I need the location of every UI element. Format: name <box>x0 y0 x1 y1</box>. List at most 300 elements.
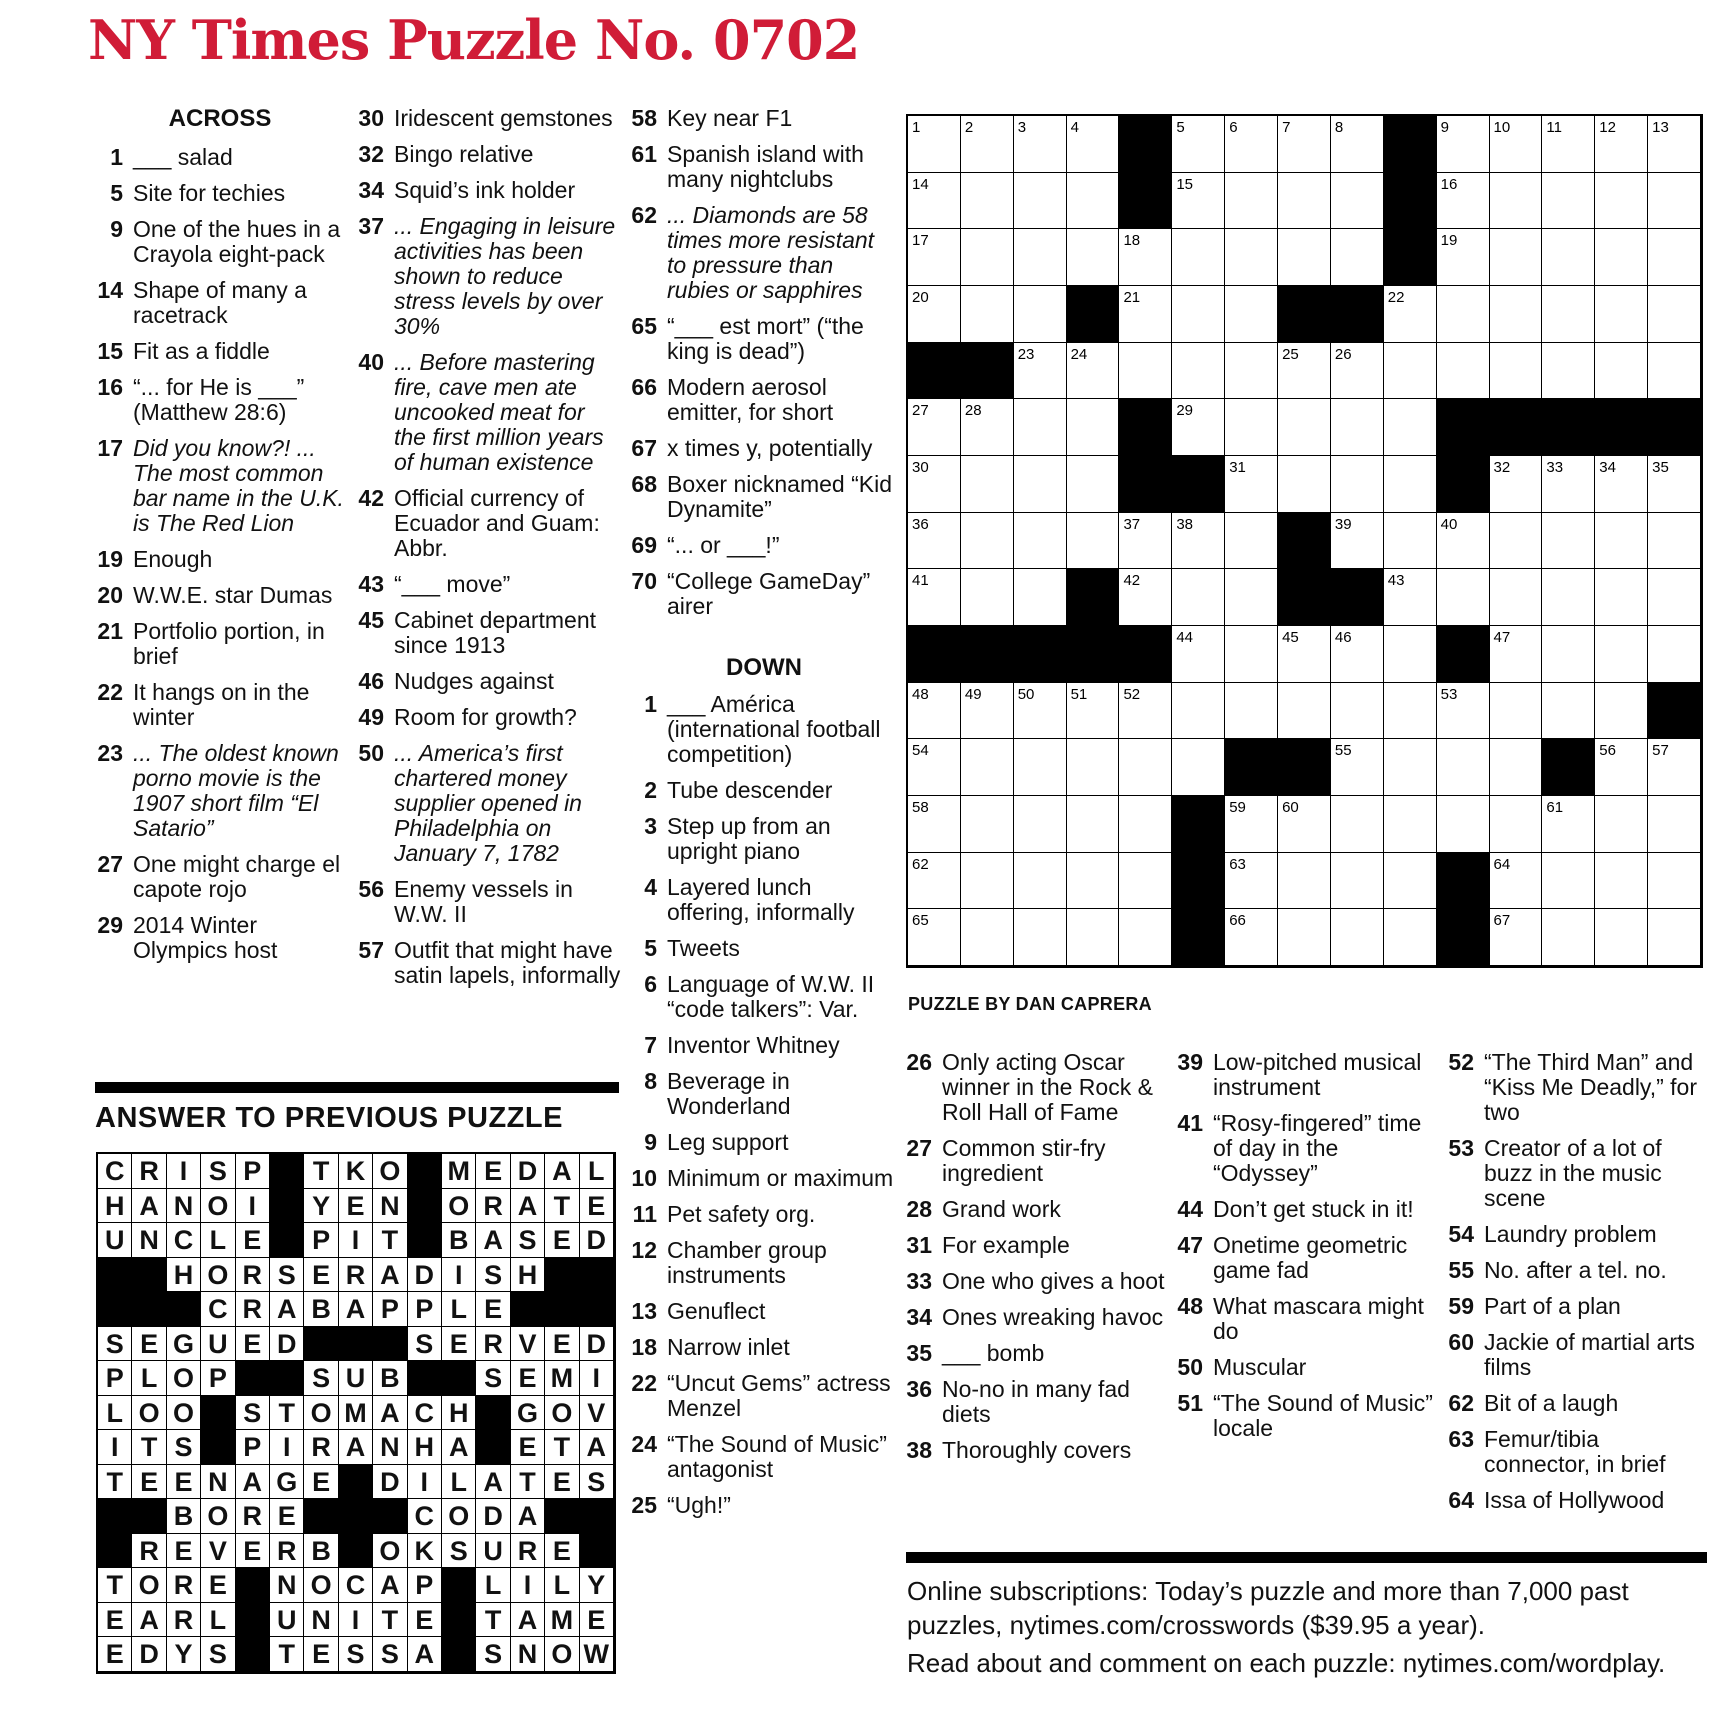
across-clue-19[interactable] <box>95 547 345 572</box>
grid-cell[interactable] <box>1067 399 1120 456</box>
grid-cell[interactable]: 9 <box>1437 116 1490 173</box>
clue-text: “College GameDay” airer <box>667 568 871 619</box>
grid-cell[interactable]: 28 <box>961 399 1014 456</box>
grid-cell[interactable]: 62 <box>908 853 961 910</box>
grid-cell[interactable] <box>1490 569 1543 626</box>
down-clue-55[interactable] <box>1446 1258 1708 1283</box>
across-clue-57[interactable] <box>356 938 621 988</box>
down-clue-60[interactable] <box>1446 1330 1708 1380</box>
grid-cell[interactable] <box>961 853 1014 910</box>
grid-cell[interactable] <box>1067 796 1120 853</box>
grid-cell[interactable] <box>1595 796 1648 853</box>
grid-cell[interactable] <box>1384 683 1437 740</box>
grid-cell[interactable]: 57 <box>1648 739 1701 796</box>
grid-cell[interactable] <box>1595 343 1648 400</box>
grid-cell[interactable]: 17 <box>908 229 961 286</box>
grid-cell[interactable] <box>1384 456 1437 513</box>
grid-cell[interactable] <box>1490 739 1543 796</box>
grid-cell[interactable] <box>1595 683 1648 740</box>
grid-cell[interactable] <box>1542 286 1595 343</box>
down-clue-22[interactable] <box>629 1371 899 1421</box>
grid-cell[interactable] <box>1225 229 1278 286</box>
down-clue-53[interactable] <box>1446 1136 1708 1211</box>
grid-cell[interactable]: 3 <box>1014 116 1067 173</box>
grid-cell[interactable]: 42 <box>1119 569 1172 626</box>
across-clue-58[interactable] <box>629 106 899 131</box>
answer-block <box>408 1189 442 1224</box>
grid-cell[interactable] <box>1542 569 1595 626</box>
grid-cell[interactable] <box>1437 343 1490 400</box>
across-clue-1[interactable] <box>95 145 345 170</box>
across-clue-69[interactable] <box>629 533 899 558</box>
clue-number: 15 <box>97 338 123 364</box>
grid-cell[interactable] <box>1490 513 1543 570</box>
grid-cell[interactable] <box>1225 399 1278 456</box>
grid-cell[interactable] <box>1331 399 1384 456</box>
grid-cell[interactable] <box>1225 173 1278 230</box>
down-clue-4[interactable] <box>629 875 899 925</box>
grid-cell[interactable] <box>1225 626 1278 683</box>
grid-cell[interactable] <box>1384 626 1437 683</box>
grid-cell[interactable]: 41 <box>908 569 961 626</box>
grid-cell[interactable] <box>1172 229 1225 286</box>
grid-cell[interactable]: 61 <box>1542 796 1595 853</box>
grid-cell[interactable]: 20 <box>908 286 961 343</box>
down-clue-25[interactable] <box>629 1493 899 1518</box>
answer-cell: T <box>304 1154 338 1189</box>
across-clue-15[interactable] <box>95 339 345 364</box>
across-clue-32[interactable] <box>356 142 621 167</box>
grid-cell[interactable] <box>1490 286 1543 343</box>
grid-cell[interactable] <box>1490 683 1543 740</box>
grid-cell[interactable]: 22 <box>1384 286 1437 343</box>
grid-cell[interactable] <box>1437 569 1490 626</box>
grid-cell[interactable] <box>1172 739 1225 796</box>
grid-cell[interactable] <box>1648 569 1701 626</box>
answer-block <box>373 1499 407 1534</box>
grid-cell[interactable]: 44 <box>1172 626 1225 683</box>
grid-cell[interactable] <box>1331 853 1384 910</box>
grid-cell[interactable] <box>1067 739 1120 796</box>
across-clue-21[interactable] <box>95 619 345 669</box>
down-clue-33[interactable] <box>904 1269 1169 1294</box>
grid-cell[interactable] <box>1648 173 1701 230</box>
grid-cell[interactable]: 51 <box>1067 683 1120 740</box>
grid-cell[interactable] <box>1648 343 1701 400</box>
grid-cell[interactable] <box>1014 569 1067 626</box>
down-clue-18[interactable] <box>629 1335 899 1360</box>
grid-cell[interactable]: 34 <box>1595 456 1648 513</box>
grid-cell[interactable]: 8 <box>1331 116 1384 173</box>
across-clue-70[interactable] <box>629 569 899 619</box>
down-clue-36[interactable] <box>904 1377 1169 1427</box>
down-clue-54[interactable] <box>1446 1222 1708 1247</box>
answer-block <box>408 1154 442 1189</box>
across-clue-22[interactable] <box>95 680 345 730</box>
grid-cell[interactable] <box>1437 739 1490 796</box>
grid-block <box>908 626 961 683</box>
answer-cell: U <box>339 1361 373 1396</box>
grid-cell[interactable] <box>1648 796 1701 853</box>
down-clue-3[interactable] <box>629 814 899 864</box>
grid-cell[interactable]: 45 <box>1278 626 1331 683</box>
grid-cell[interactable] <box>1172 683 1225 740</box>
grid-cell[interactable]: 46 <box>1331 626 1384 683</box>
grid-cell[interactable] <box>1119 853 1172 910</box>
down-clue-44[interactable] <box>1175 1197 1437 1222</box>
down-clue-34[interactable] <box>904 1305 1169 1330</box>
grid-cell[interactable] <box>1542 626 1595 683</box>
across-clue-61[interactable] <box>629 142 899 192</box>
grid-cell[interactable]: 33 <box>1542 456 1595 513</box>
grid-cell[interactable] <box>1067 173 1120 230</box>
grid-cell[interactable]: 10 <box>1490 116 1543 173</box>
across-clue-9[interactable] <box>95 217 345 267</box>
grid-cell[interactable]: 60 <box>1278 796 1331 853</box>
grid-cell[interactable]: 48 <box>908 683 961 740</box>
grid-cell[interactable] <box>1542 683 1595 740</box>
grid-cell[interactable] <box>1542 229 1595 286</box>
grid-cell[interactable] <box>1014 286 1067 343</box>
grid-cell[interactable]: 21 <box>1119 286 1172 343</box>
grid-cell[interactable] <box>1595 513 1648 570</box>
down-clue-50[interactable] <box>1175 1355 1437 1380</box>
grid-cell[interactable]: 27 <box>908 399 961 456</box>
grid-cell[interactable]: 67 <box>1490 909 1543 966</box>
answer-cell: N <box>167 1189 201 1224</box>
across-clue-65[interactable] <box>629 314 899 364</box>
grid-cell[interactable] <box>1014 229 1067 286</box>
across-clue-43[interactable] <box>356 572 621 597</box>
grid-cell[interactable]: 1 <box>908 116 961 173</box>
grid-cell[interactable] <box>1542 513 1595 570</box>
grid-block <box>1119 399 1172 456</box>
grid-cell[interactable] <box>1542 909 1595 966</box>
grid-cell[interactable] <box>1119 739 1172 796</box>
clue-text: ___ bomb <box>942 1340 1045 1366</box>
grid-block <box>1119 116 1172 173</box>
across-clue-20[interactable] <box>95 583 345 608</box>
clue-number: 13 <box>631 1298 657 1324</box>
clue-number: 58 <box>631 105 657 131</box>
down-clue-64[interactable] <box>1446 1488 1708 1513</box>
grid-cell[interactable]: 65 <box>908 909 961 966</box>
down-clue-39[interactable] <box>1175 1050 1437 1100</box>
grid-cell[interactable]: 7 <box>1278 116 1331 173</box>
across-clue-23[interactable] <box>95 741 345 841</box>
down-clue-59[interactable] <box>1446 1294 1708 1319</box>
grid-cell[interactable] <box>1542 173 1595 230</box>
grid-cell[interactable] <box>1542 343 1595 400</box>
grid-cell[interactable] <box>1437 796 1490 853</box>
grid-cell[interactable] <box>961 286 1014 343</box>
grid-cell[interactable] <box>1384 399 1437 456</box>
across-clue-56[interactable] <box>356 877 621 927</box>
grid-cell[interactable] <box>1648 909 1701 966</box>
grid-cell[interactable] <box>1331 796 1384 853</box>
grid-cell[interactable] <box>1172 286 1225 343</box>
grid-cell[interactable] <box>1225 343 1278 400</box>
grid-cell[interactable] <box>1648 626 1701 683</box>
down-clue-28[interactable] <box>904 1197 1169 1222</box>
across-clue-5[interactable] <box>95 181 345 206</box>
answer-block <box>132 1292 166 1327</box>
grid-cell[interactable]: 63 <box>1225 853 1278 910</box>
grid-cell[interactable] <box>1595 173 1648 230</box>
down-clue-6[interactable] <box>629 972 899 1022</box>
grid-cell[interactable] <box>1384 853 1437 910</box>
grid-cell[interactable]: 56 <box>1595 739 1648 796</box>
grid-cell[interactable]: 12 <box>1595 116 1648 173</box>
grid-cell[interactable]: 5 <box>1172 116 1225 173</box>
grid-cell[interactable] <box>961 739 1014 796</box>
down-clue-31[interactable] <box>904 1233 1169 1258</box>
across-clue-45[interactable] <box>356 608 621 658</box>
grid-cell[interactable] <box>1014 909 1067 966</box>
grid-cell[interactable] <box>1014 173 1067 230</box>
crossword-grid[interactable] <box>906 114 1703 968</box>
grid-cell[interactable]: 53 <box>1437 683 1490 740</box>
grid-cell[interactable]: 40 <box>1437 513 1490 570</box>
down-clue-8[interactable] <box>629 1069 899 1119</box>
across-clue-29[interactable] <box>95 913 345 963</box>
down-clue-35[interactable] <box>904 1341 1169 1366</box>
grid-cell[interactable] <box>961 229 1014 286</box>
down-clue-38[interactable] <box>904 1438 1169 1463</box>
clue-number: 32 <box>358 141 384 167</box>
grid-cell[interactable] <box>1014 739 1067 796</box>
down-clue-27[interactable] <box>904 1136 1169 1186</box>
grid-cell[interactable]: 15 <box>1172 173 1225 230</box>
grid-cell[interactable]: 37 <box>1119 513 1172 570</box>
grid-cell[interactable] <box>961 796 1014 853</box>
grid-cell[interactable] <box>1331 909 1384 966</box>
grid-cell[interactable] <box>1172 343 1225 400</box>
grid-cell[interactable] <box>1067 456 1120 513</box>
across-clue-66[interactable] <box>629 375 899 425</box>
down-clue-26[interactable] <box>904 1050 1169 1125</box>
across-clue-40[interactable] <box>356 350 621 475</box>
grid-cell[interactable] <box>1490 796 1543 853</box>
across-clue-34[interactable] <box>356 178 621 203</box>
clue-text: “Rosy-fingered” time of day in the “Odyssey” <box>1213 1110 1422 1186</box>
grid-cell[interactable] <box>1384 513 1437 570</box>
down-clue-47[interactable] <box>1175 1233 1437 1283</box>
across-clue-50[interactable] <box>356 741 621 866</box>
grid-cell[interactable] <box>1067 513 1120 570</box>
grid-cell[interactable] <box>1225 513 1278 570</box>
across-clue-42[interactable] <box>356 486 621 561</box>
down-clue-63[interactable] <box>1446 1427 1708 1477</box>
down-clue-2[interactable] <box>629 778 899 803</box>
grid-cell[interactable] <box>1648 229 1701 286</box>
clue-number: 21 <box>97 618 123 644</box>
grid-cell[interactable] <box>1014 456 1067 513</box>
across-clue-37[interactable] <box>356 214 621 339</box>
grid-cell[interactable] <box>1595 853 1648 910</box>
grid-cell[interactable] <box>1225 683 1278 740</box>
grid-cell[interactable] <box>1067 909 1120 966</box>
across-clue-17[interactable] <box>95 436 345 536</box>
grid-cell[interactable] <box>961 173 1014 230</box>
grid-cell[interactable]: 2 <box>961 116 1014 173</box>
grid-cell[interactable]: 55 <box>1331 739 1384 796</box>
across-clue-62[interactable] <box>629 203 899 303</box>
grid-cell[interactable]: 36 <box>908 513 961 570</box>
grid-cell[interactable] <box>1225 286 1278 343</box>
grid-cell[interactable] <box>1172 569 1225 626</box>
grid-cell[interactable] <box>1014 853 1067 910</box>
down-clue-11[interactable] <box>629 1202 899 1227</box>
grid-cell[interactable] <box>1595 569 1648 626</box>
grid-cell[interactable]: 25 <box>1278 343 1331 400</box>
grid-cell[interactable] <box>1119 909 1172 966</box>
grid-cell[interactable] <box>1542 853 1595 910</box>
answer-cell: E <box>545 1327 579 1362</box>
grid-cell[interactable]: 47 <box>1490 626 1543 683</box>
grid-cell[interactable]: 31 <box>1225 456 1278 513</box>
grid-cell[interactable] <box>1331 173 1384 230</box>
grid-cell[interactable]: 49 <box>961 683 1014 740</box>
grid-cell[interactable] <box>1278 173 1331 230</box>
down-clue-9[interactable] <box>629 1130 899 1155</box>
down-clue-5[interactable] <box>629 936 899 961</box>
grid-cell[interactable] <box>1490 343 1543 400</box>
grid-cell[interactable] <box>1278 909 1331 966</box>
answer-cell: N <box>373 1430 407 1465</box>
across-clue-14[interactable] <box>95 278 345 328</box>
grid-cell[interactable]: 30 <box>908 456 961 513</box>
clue-number: 1 <box>110 144 123 170</box>
grid-cell[interactable]: 59 <box>1225 796 1278 853</box>
grid-cell[interactable]: 18 <box>1119 229 1172 286</box>
down-clue-48[interactable] <box>1175 1294 1437 1344</box>
grid-cell[interactable]: 29 <box>1172 399 1225 456</box>
grid-cell[interactable]: 14 <box>908 173 961 230</box>
grid-cell[interactable] <box>1331 683 1384 740</box>
down-clue-24[interactable] <box>629 1432 899 1482</box>
grid-cell[interactable]: 23 <box>1014 343 1067 400</box>
grid-cell[interactable]: 54 <box>908 739 961 796</box>
grid-cell[interactable] <box>1648 513 1701 570</box>
grid-cell[interactable]: 38 <box>1172 513 1225 570</box>
down-clue-41[interactable] <box>1175 1111 1437 1186</box>
down-clue-7[interactable] <box>629 1033 899 1058</box>
down-list-2 <box>904 1050 1169 1463</box>
grid-cell[interactable] <box>1014 399 1067 456</box>
grid-cell[interactable]: 4 <box>1067 116 1120 173</box>
grid-cell[interactable] <box>1119 796 1172 853</box>
grid-cell[interactable] <box>1278 229 1331 286</box>
across-clue-16[interactable] <box>95 375 345 425</box>
grid-cell[interactable] <box>1331 229 1384 286</box>
grid-cell[interactable] <box>961 513 1014 570</box>
grid-cell[interactable] <box>961 909 1014 966</box>
grid-cell[interactable] <box>1384 796 1437 853</box>
grid-cell[interactable] <box>1595 909 1648 966</box>
down-clue-62[interactable] <box>1446 1391 1708 1416</box>
grid-cell[interactable]: 35 <box>1648 456 1701 513</box>
grid-cell[interactable] <box>1119 343 1172 400</box>
grid-cell[interactable] <box>1067 853 1120 910</box>
across-clue-46[interactable] <box>356 669 621 694</box>
clue-text: Bingo relative <box>394 141 534 167</box>
grid-cell[interactable] <box>1384 739 1437 796</box>
down-header: DOWN <box>726 654 802 681</box>
answer-cell: E <box>408 1603 442 1638</box>
grid-cell[interactable]: 52 <box>1119 683 1172 740</box>
grid-cell[interactable] <box>1595 286 1648 343</box>
grid-cell[interactable] <box>961 456 1014 513</box>
down-clue-13[interactable] <box>629 1299 899 1324</box>
grid-cell[interactable]: 11 <box>1542 116 1595 173</box>
grid-cell[interactable] <box>1278 456 1331 513</box>
grid-cell[interactable] <box>1331 456 1384 513</box>
grid-cell[interactable] <box>1490 229 1543 286</box>
grid-cell[interactable]: 50 <box>1014 683 1067 740</box>
grid-cell[interactable]: 43 <box>1384 569 1437 626</box>
answer-block <box>270 1361 304 1396</box>
clue-number: 57 <box>358 937 384 963</box>
down-clue-1[interactable] <box>629 692 899 767</box>
answer-block <box>98 1258 132 1293</box>
down-list-1 <box>629 692 899 1518</box>
grid-cell[interactable] <box>1648 853 1701 910</box>
grid-cell[interactable] <box>1067 229 1120 286</box>
grid-cell[interactable] <box>1384 909 1437 966</box>
grid-cell[interactable]: 26 <box>1331 343 1384 400</box>
grid-cell[interactable]: 64 <box>1490 853 1543 910</box>
answer-cell: B <box>304 1534 338 1569</box>
answer-cell: H <box>511 1258 545 1293</box>
grid-cell[interactable] <box>1278 853 1331 910</box>
grid-cell[interactable]: 6 <box>1225 116 1278 173</box>
grid-cell[interactable] <box>1595 229 1648 286</box>
grid-cell[interactable]: 24 <box>1067 343 1120 400</box>
across-clue-68[interactable] <box>629 472 899 522</box>
grid-cell[interactable] <box>1278 683 1331 740</box>
grid-cell[interactable]: 19 <box>1437 229 1490 286</box>
across-clue-30[interactable] <box>356 106 621 131</box>
grid-cell[interactable] <box>1278 399 1331 456</box>
grid-cell[interactable] <box>1384 343 1437 400</box>
grid-cell[interactable] <box>1648 286 1701 343</box>
grid-cell[interactable]: 32 <box>1490 456 1543 513</box>
grid-cell[interactable] <box>1437 286 1490 343</box>
grid-cell[interactable] <box>1490 173 1543 230</box>
down-clue-12[interactable] <box>629 1238 899 1288</box>
grid-cell[interactable] <box>1225 569 1278 626</box>
down-clue-10[interactable] <box>629 1166 899 1191</box>
grid-cell[interactable] <box>961 569 1014 626</box>
grid-cell[interactable]: 66 <box>1225 909 1278 966</box>
down-clue-51[interactable] <box>1175 1391 1437 1441</box>
grid-cell[interactable] <box>1595 626 1648 683</box>
answer-cell: D <box>580 1223 614 1258</box>
grid-cell[interactable] <box>1014 796 1067 853</box>
grid-cell[interactable]: 58 <box>908 796 961 853</box>
across-clue-27[interactable] <box>95 852 345 902</box>
across-clue-67[interactable] <box>629 436 899 461</box>
answer-cell: S <box>201 1637 235 1672</box>
across-clue-49[interactable] <box>356 705 621 730</box>
grid-cell[interactable]: 39 <box>1331 513 1384 570</box>
grid-cell[interactable] <box>1014 513 1067 570</box>
clue-text: Outfit that might have satin lapels, informally <box>394 937 621 988</box>
grid-cell[interactable]: 16 <box>1437 173 1490 230</box>
down-clue-52[interactable] <box>1446 1050 1708 1125</box>
grid-cell[interactable]: 13 <box>1648 116 1701 173</box>
